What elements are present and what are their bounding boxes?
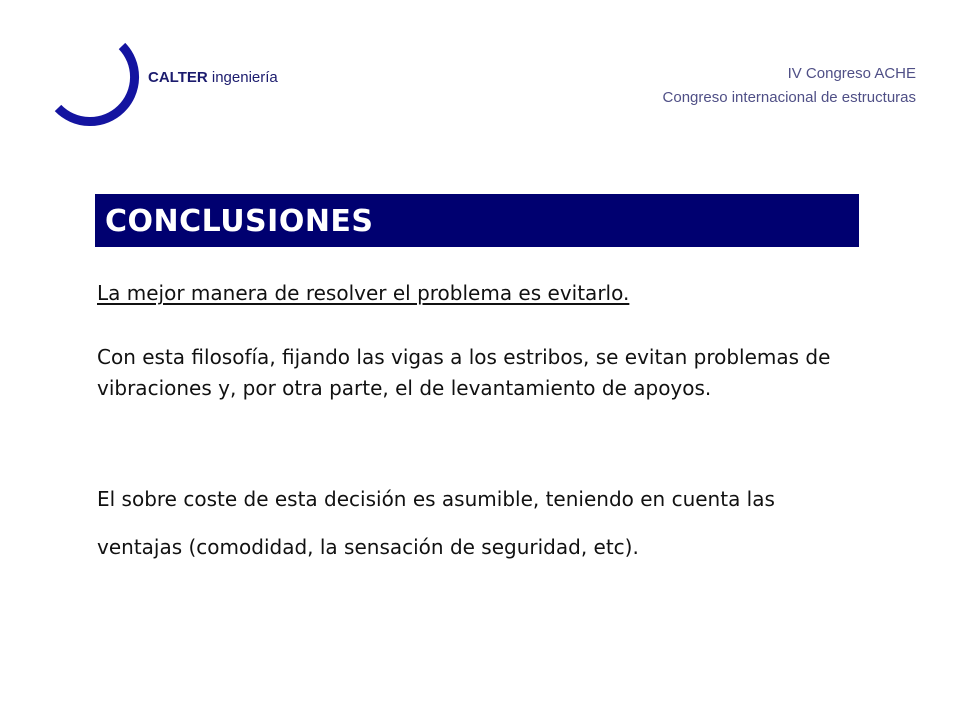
slide-title-bar	[95, 194, 859, 247]
brand-suffix: ingeniería	[207, 69, 278, 86]
conclusion-statement: La mejor manera de resolver el problema es evitarlo.	[97, 281, 630, 305]
conclusion-paragraph-cost: El sobre coste de esta decisión es asumible, teniendo en cuenta las ventajas (comodidad, la sensación de seguridad, etc).	[97, 487, 775, 559]
conference-subtitle: Congreso internacional de estructuras	[662, 89, 916, 106]
calter-logo-ring-icon	[40, 28, 140, 128]
slide-title: CONCLUSIONES	[105, 204, 374, 239]
conference-header	[663, 62, 916, 110]
conclusion-paragraph-philosophy: Con esta filosofía, fijando las vigas a los estribos, se evitan problemas de vibraciones y, por otra parte, el de levantamiento de apoyos.	[97, 345, 831, 400]
brand-name: CALTER	[148, 69, 208, 86]
conference-title: IV Congreso ACHE	[787, 65, 916, 82]
company-brand	[148, 69, 278, 86]
